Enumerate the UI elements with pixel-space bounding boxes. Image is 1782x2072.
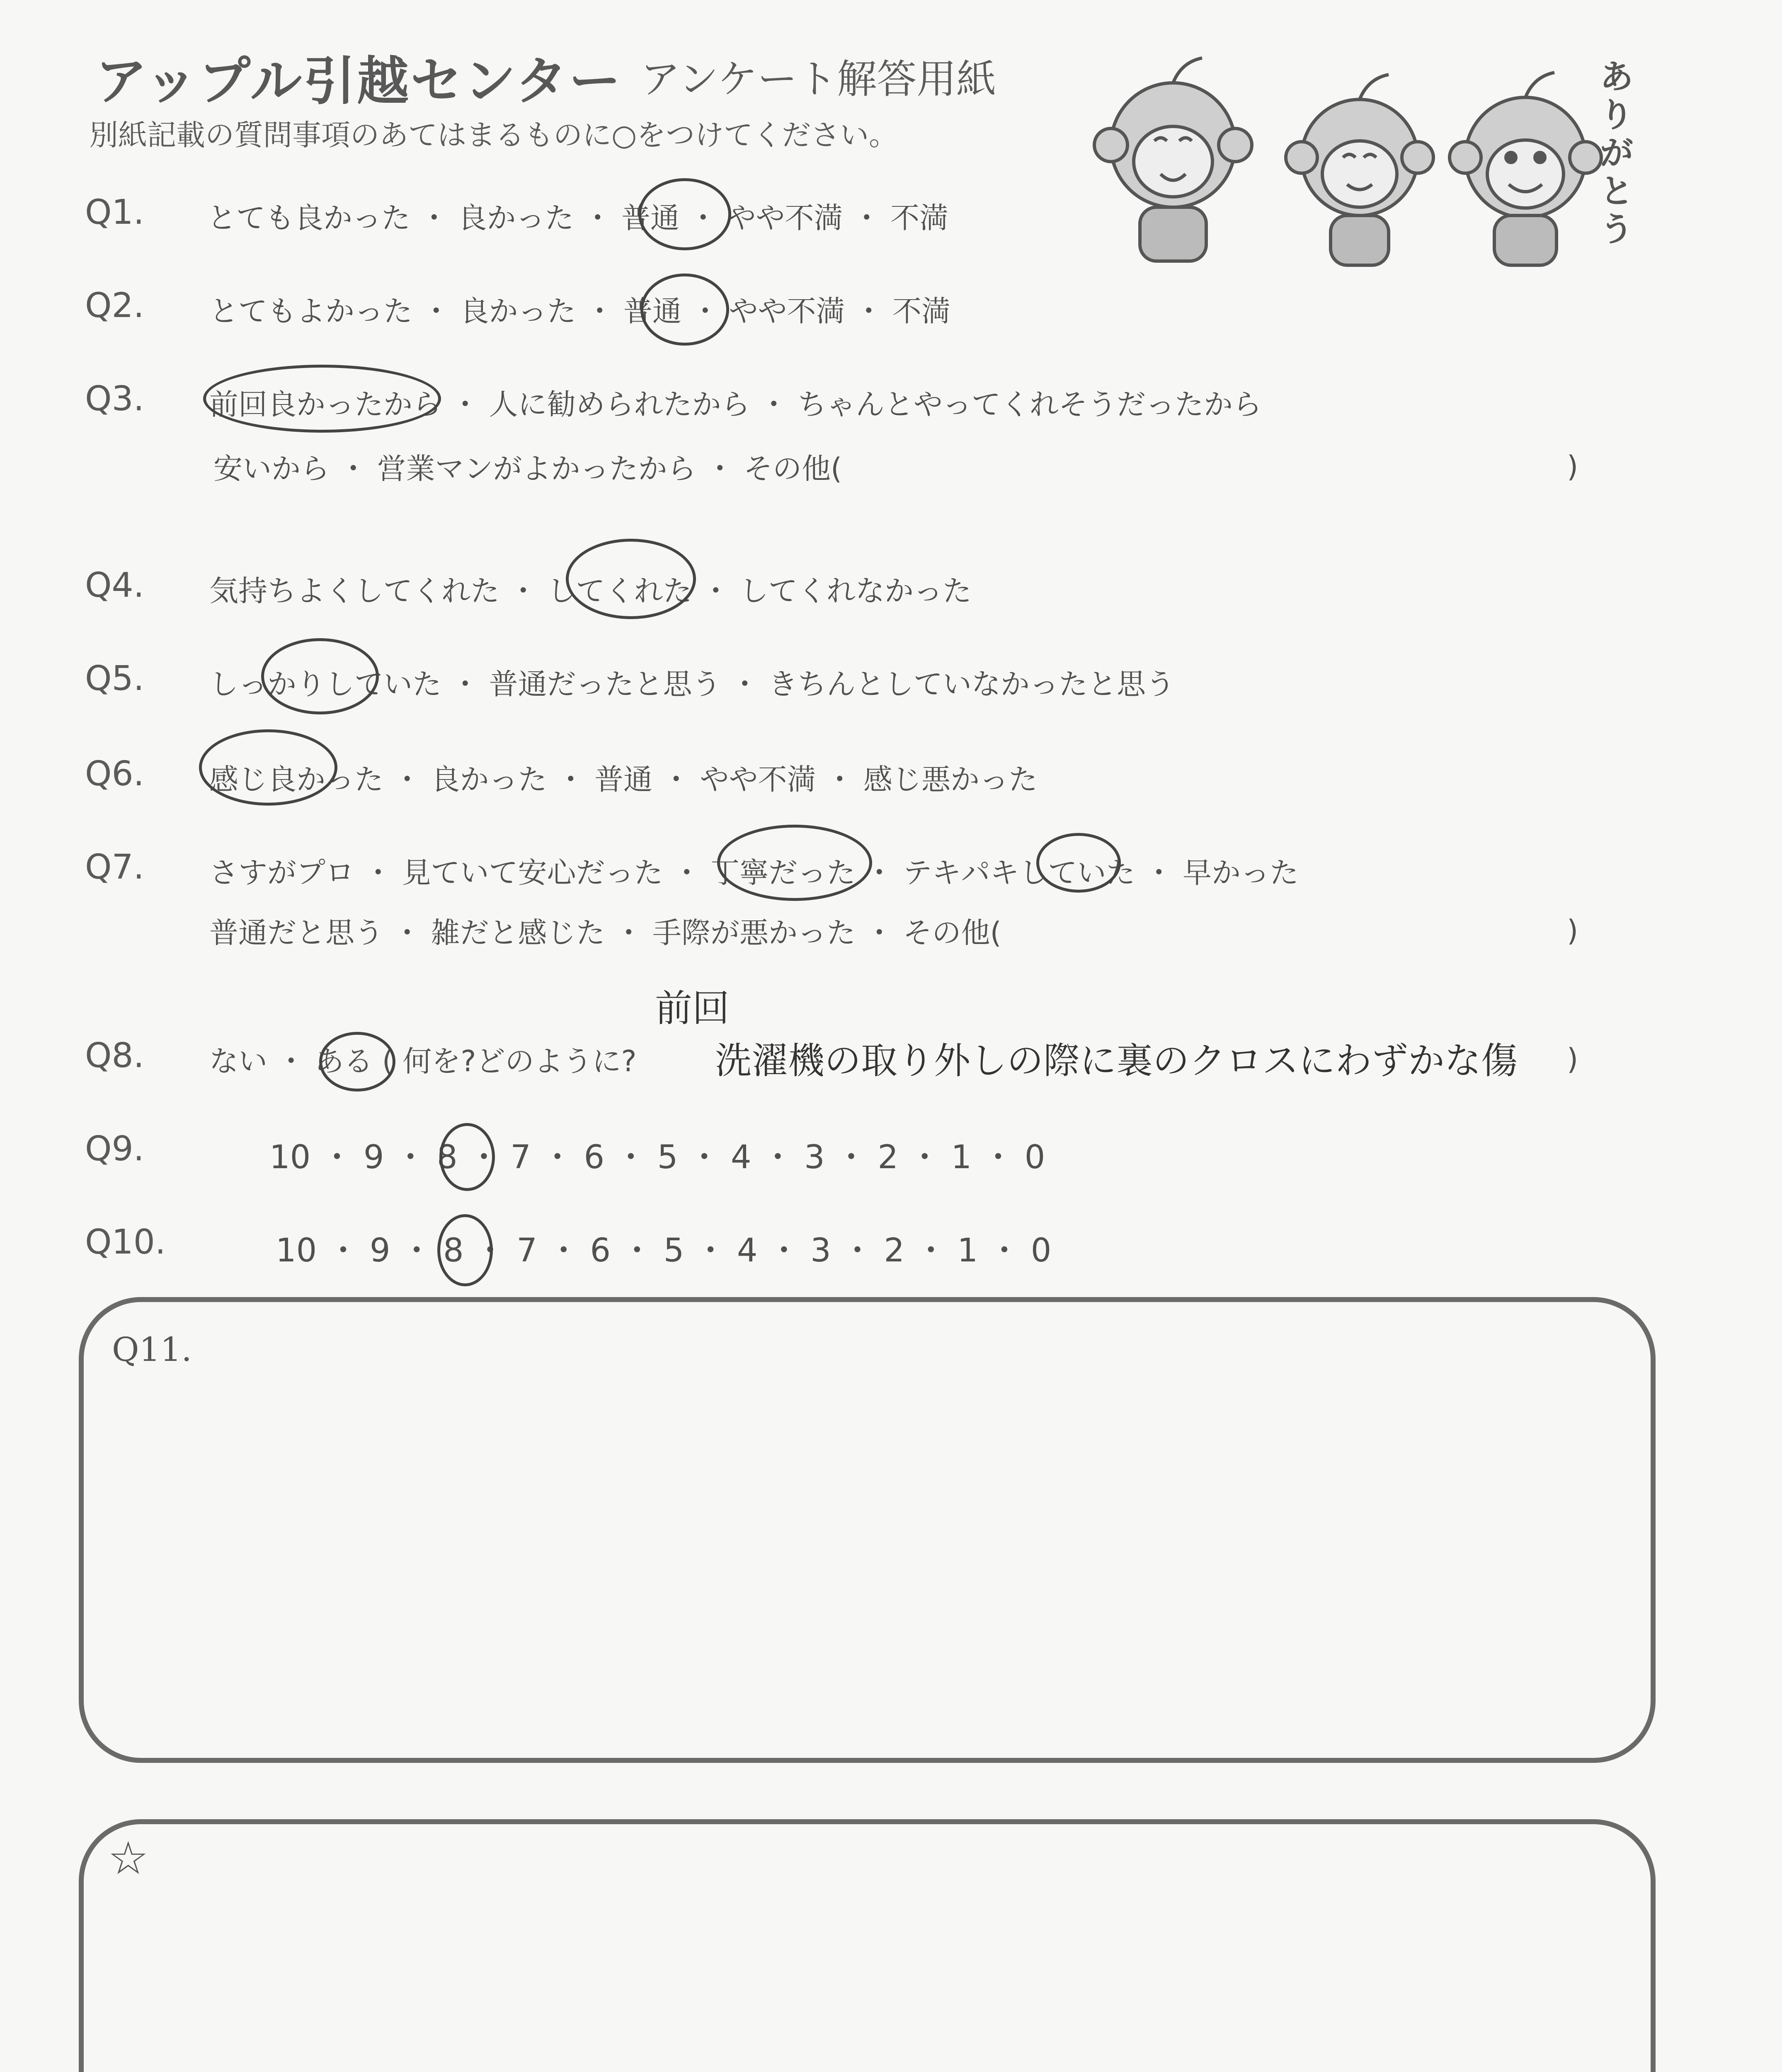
answer-circle-q5: [261, 638, 379, 714]
answer-circle-q2: [640, 274, 729, 346]
q8-label: Q8.: [85, 1036, 144, 1075]
q8-options: ない ・ ある ( 何を?どのように?: [209, 1044, 637, 1078]
q10-label: Q10.: [85, 1222, 166, 1262]
q4-label: Q4.: [85, 566, 144, 605]
q7-close-paren: ): [1567, 914, 1578, 948]
brand-title: アップル引越センター: [95, 51, 623, 111]
q8-close-paren: ): [1567, 1042, 1578, 1076]
q11-label: Q11.: [112, 1330, 192, 1369]
q9-label: Q9.: [85, 1129, 144, 1169]
q5-label: Q5.: [85, 659, 144, 698]
q3-close-paren: ): [1567, 450, 1578, 484]
form-subtitle: アンケート解答用紙: [640, 56, 996, 102]
q3-options-line1: 前回良かったから ・ 人に勧められたから ・ ちゃんとやってくれそうだったから: [209, 387, 1262, 421]
q11-comment-box[interactable]: [79, 1297, 1656, 1763]
answer-circle-q9: [439, 1123, 495, 1191]
q6-label: Q6.: [85, 754, 144, 794]
q8-handwritten-insert: 前回: [655, 987, 730, 1030]
q2-options: とてもよかった ・ 良かった ・ 普通 ・ やや不満 ・ 不満: [209, 294, 951, 328]
answer-circle-q3: [203, 365, 441, 433]
form-instruction: 別紙記載の質問事項のあてはまるものに○をつけてください。: [89, 118, 898, 152]
answer-circle-q7-polite: [717, 825, 872, 901]
q5-options: しっかりしていた ・ 普通だったと思う ・ きちんとしていなかったと思う: [209, 667, 1175, 701]
q8-handwritten-answer: 洗濯機の取り外しの際に裏のクロスにわずかな傷: [715, 1039, 1518, 1082]
answer-circle-q6: [199, 729, 337, 806]
q10-scale: 10 ・ 9 ・ 8 ・ 7 ・ 6 ・ 5 ・ 4 ・ 3 ・ 2 ・ 1 ・ 0: [276, 1232, 1052, 1269]
answer-circle-q4: [566, 539, 696, 619]
q9-scale: 10 ・ 9 ・ 8 ・ 7 ・ 6 ・ 5 ・ 4 ・ 3 ・ 2 ・ 1 ・ 0: [269, 1139, 1045, 1176]
q7-options-line2: 普通だと思う ・ 雑だと感じた ・ 手際が悪かった ・ その他(: [209, 916, 1001, 950]
thanks-text: ありがとう: [1600, 58, 1633, 249]
q4-options: 気持ちよくしてくれた ・ してくれた ・ してくれなかった: [209, 574, 972, 608]
answer-circle-q7-brisk: [1036, 833, 1121, 893]
q7-label: Q7.: [85, 847, 144, 887]
q1-label: Q1.: [85, 193, 144, 232]
monkey-mascots-illustration: [1078, 41, 1658, 274]
q3-options-line2: 安いから ・ 営業マンがよかったから ・ その他(: [213, 452, 842, 486]
answer-circle-q8: [319, 1032, 395, 1092]
q7-options-line1: さすがプロ ・ 見ていて安心だった ・ 丁寧だった ・ テキパキしていた ・ 早かった: [209, 856, 1299, 890]
star-icon: ☆: [108, 1832, 149, 1885]
star-comment-box[interactable]: [79, 1819, 1656, 2072]
answer-circle-q10: [437, 1214, 493, 1286]
q3-label: Q3.: [85, 379, 144, 419]
q1-options: とても良かった ・ 良かった ・ 普通 ・ やや不満 ・ 不満: [207, 201, 949, 235]
answer-circle-q1: [638, 178, 731, 250]
q6-options: 感じ良かった ・ 良かった ・ 普通 ・ やや不満 ・ 感じ悪かった: [209, 762, 1038, 796]
q2-label: Q2.: [85, 286, 144, 325]
